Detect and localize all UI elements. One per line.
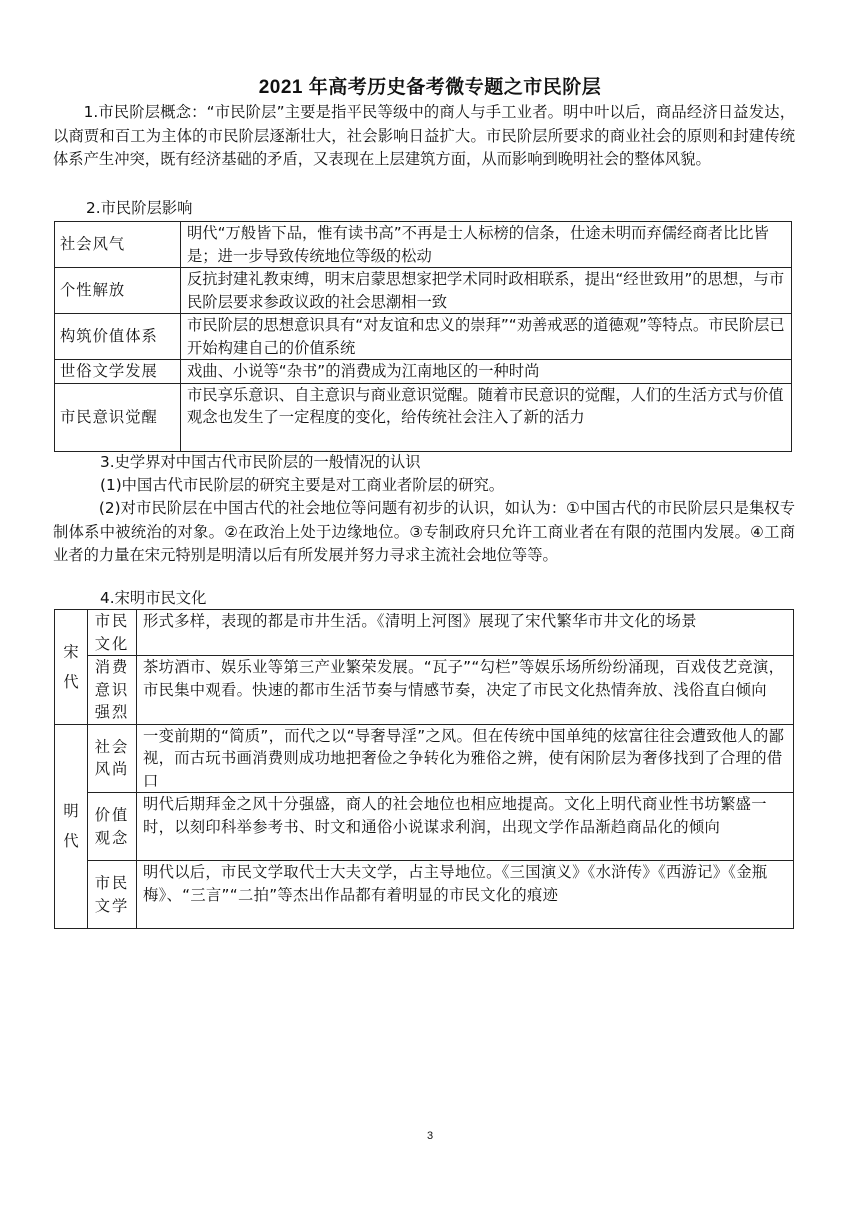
table-row [55,383,792,451]
influence-key: 个性解放 [55,268,181,314]
culture-text: 形式多样，表现的都是市井生活。《清明上河图》展现了宋代繁华市井文化的场景 [137,610,794,656]
era-song: 宋代 [55,610,88,725]
section2-heading: 2.市民阶层影响 [86,199,193,217]
era-ming: 明代 [55,724,88,929]
table-row [55,360,792,384]
culture-subtopic: 市民文学 [88,861,137,929]
culture-text: 明代后期拜金之风十分强盛，商人的社会地位也相应地提高。文化上明代商业性书坊繁盛一时，以刻印科举参考书、时文和通俗小说谋求利润，出现文学作品渐趋商品化的倾向 [137,793,794,861]
culture-text: 一变前期的“简质”，而代之以“导奢导淫”之风。但在传统中国单纯的炫富往往会遭致他人的鄙视，而古玩书画消费则成功地把奢俭之争转化为雅俗之辨，使有闲阶层为奢侈找到了合理的借口 [137,724,794,793]
influence-key: 构筑价值体系 [55,314,181,360]
influence-value: 反抗封建礼教束缚，明末启蒙思想家把学术同时政相联系，提出“经世致用”的思想，与市民阶层要求参政议政的社会思潮相一致 [181,268,792,314]
culture-text: 明代以后，市民文学取代士大夫文学，占主导地位。《三国演义》《水浒传》《西游记》《金瓶梅》、“三言”“二拍”等杰出作品都有着明显的市民文化的痕迹 [137,861,794,929]
table-row [55,861,794,929]
table-row [55,793,794,861]
influence-key: 社会风气 [55,222,181,268]
influence-value: 戏曲、小说等“杂书”的消费成为江南地区的一种时尚 [181,360,792,384]
influence-value: 市民阶层的思想意识具有“对友谊和忠义的崇拜”“劝善戒恶的道德观”等特点。市民阶层已开始构建自己的价值系统 [181,314,792,360]
influence-value: 市民享乐意识、自主意识与商业意识觉醒。随着市民意识的觉醒，人们的生活方式与价值观念也发生了一定程度的变化，给传统社会注入了新的活力 [181,383,792,451]
section3-item2: (2)对市民阶层在中国古代的社会地位等问题有初步的认识，如认为：①中国古代的市民阶层只是集权专制体系中被统治的对象。②在政治上处于边缘地位。③专制政府只允许工商业者在有限的范围内发展。④工商业者的力量在宋元特别是明清以后有所发展并努力寻求主流社会地位等等。 [53,499,795,564]
page-title: 2021 年高考历史备考微专题之市民阶层 [258,77,602,98]
section3-heading: 3.史学界对中国古代市民阶层的一般情况的认识 [100,453,421,471]
table-row [55,268,792,314]
culture-subtopic: 市民文化 [88,610,137,656]
table-row [55,724,794,793]
section4-heading: 4.宋明市民文化 [100,589,207,607]
culture-subtopic: 社会风尚 [88,724,137,793]
influence-key: 世俗文学发展 [55,360,181,384]
page-number: 3 [426,1130,434,1142]
influence-key: 市民意识觉醒 [55,383,181,451]
culture-subtopic: 价值观念 [88,793,137,861]
culture-table [54,609,794,929]
culture-subtopic: 消费意识强烈 [88,656,137,725]
influence-table [54,221,792,452]
table-row [55,610,794,656]
table-row [55,656,794,725]
influence-value: 明代“万般皆下品，惟有读书高”不再是士人标榜的信条，仕途未明而弃儒经商者比比皆是；进一步导致传统地位等级的松动 [181,222,792,268]
table-row [55,314,792,360]
table-row [55,222,792,268]
section1-paragraph: 1.市民阶层概念：“市民阶层”主要是指平民等级中的商人与手工业者。明中叶以后，商品经济日益发达，以商贾和百工为主体的市民阶层逐渐壮大，社会影响日益扩大。市民阶层所要求的商业社会的原则和封建传统体系产生冲突，既有经济基础的矛盾，又表现在上层建筑方面，从而影响到晚明社会的整体风貌。 [53,103,795,168]
section3-item1: (1)中国古代市民阶层的研究主要是对工商业者阶层的研究。 [100,476,505,494]
culture-text: 茶坊酒市、娱乐业等第三产业繁荣发展。“瓦子”“勾栏”等娱乐场所纷纷涌现，百戏伎艺竞演，市民集中观看。快速的都市生活节奏与情感节奏，决定了市民文化热情奔放、浅俗直白倾向 [137,656,794,725]
